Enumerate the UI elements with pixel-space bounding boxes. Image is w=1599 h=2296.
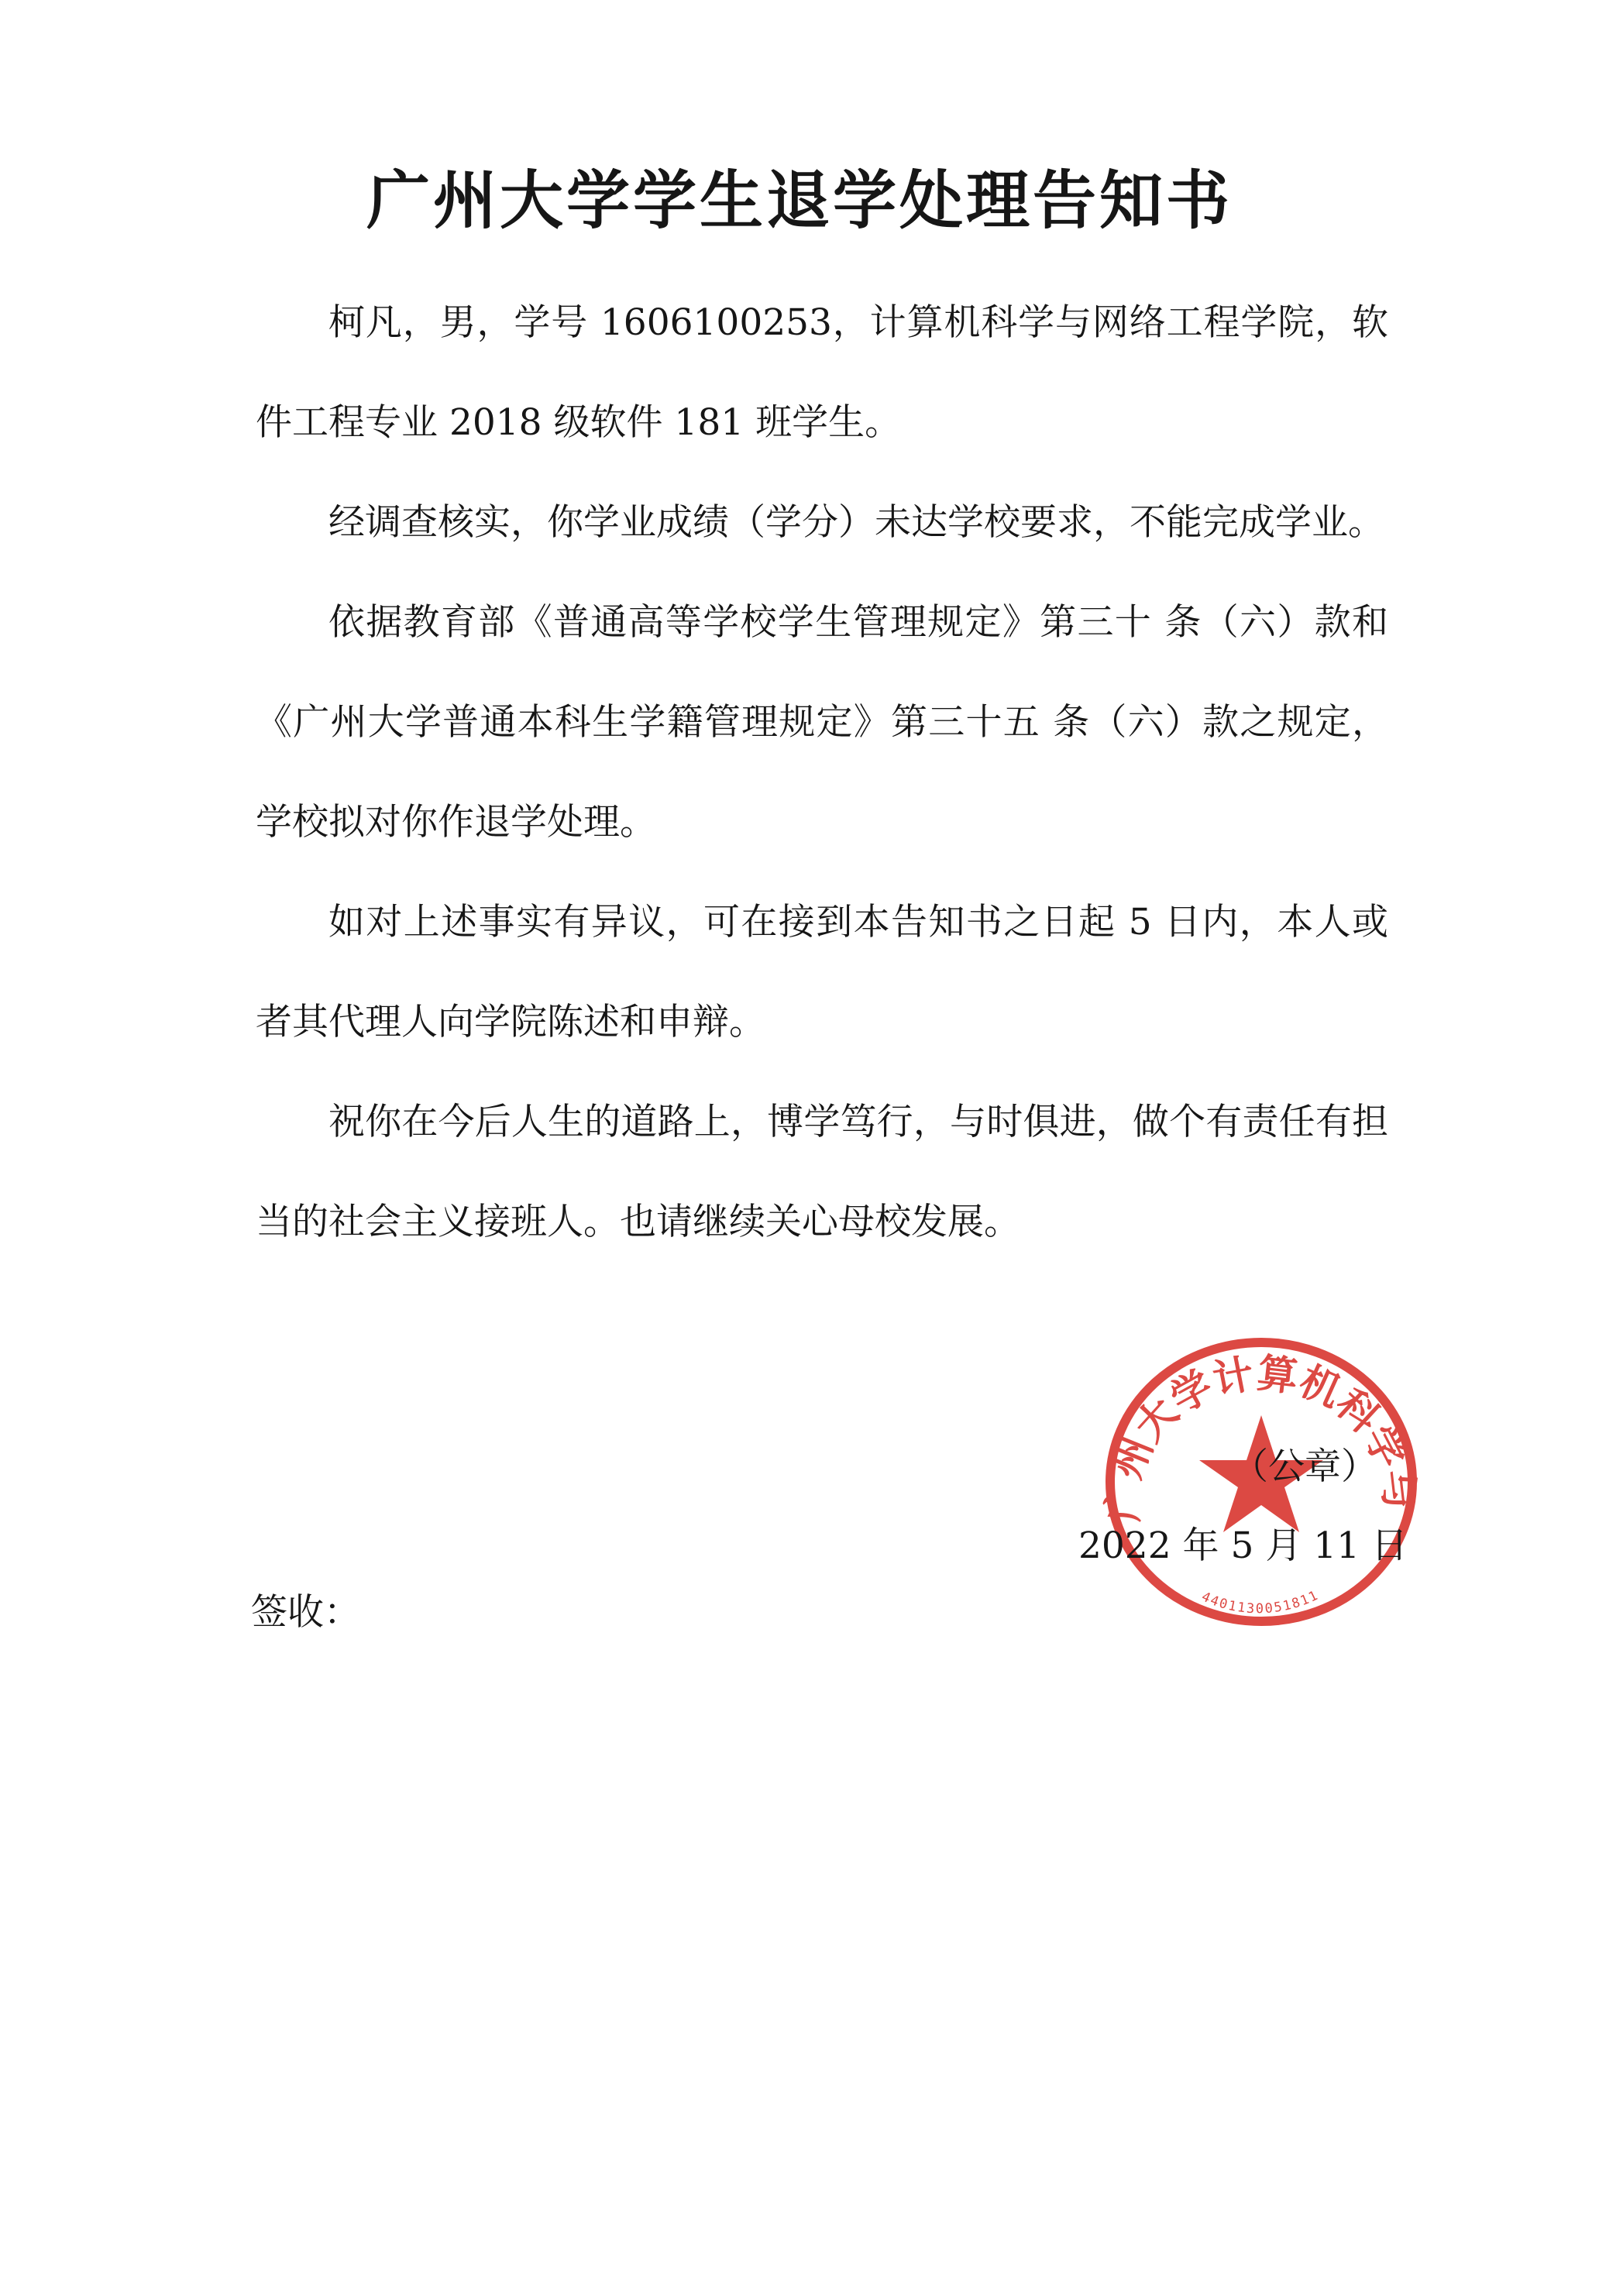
document-title: 广州大学学生退学处理告知书 — [366, 164, 1233, 238]
paragraph-closing: 祝你在今后人生的道路上，博学笃行，与时俱进，做个有责任有担当的社会主义接班人。也请继续关心母校发展。 — [256, 1101, 1388, 1243]
paragraph-student-info: 柯凡，男，学号 1606100253，计算机科学与网络工程学院，软件工程专业 2018 级软件 181 班学生。 — [256, 301, 1388, 444]
paragraph-finding: 经调查核实，你学业成绩（学分）未达学校要求，不能完成学业。 — [328, 501, 1384, 544]
issue-date: 2022 年 5 月 11 日 — [1078, 1524, 1408, 1567]
notice-body — [256, 273, 1388, 1272]
seal-number: 4401130051811 — [1198, 1587, 1322, 1617]
official-seal-label: （公章） — [1232, 1445, 1377, 1488]
paragraph-appeal: 如对上述事实有异议，可在接到本告知书之日起 5 日内，本人或者其代理人向学院陈述和申辩。 — [256, 901, 1388, 1043]
seal-text: 广州大学计算机科学与 — [1100, 1350, 1423, 1523]
signature-label: 签收： — [251, 1591, 360, 1634]
paragraph-regulation: 依据教育部《普通高等学校学生管理规定》第三十 条（六）款和《广州大学普通本科生学籍管理规定》第三十五 条（六）款之规定，学校拟对你作退学处理。 — [256, 601, 1388, 844]
